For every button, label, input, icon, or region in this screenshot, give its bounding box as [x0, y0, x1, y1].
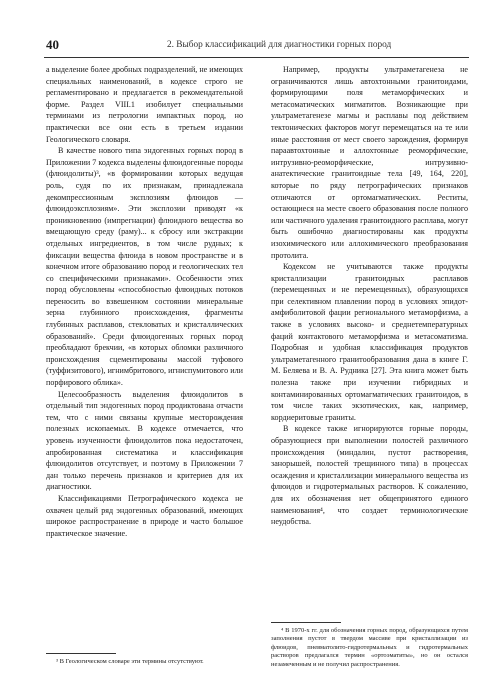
paragraph: Например, продукты ультраметагенеза не ограничиваются лишь автохтонными гранитоидами, формирующими поля метаморфических и метасоматических мигматитов. Возникающие при ультраметагенезе магмы и расплавы под действием тектонических факторов могут перемещаться на те или иные расстояния от мест своего зарождения, формируя параавтохтонные и аллохтонные реоморфические, интрузивно-реоморфические, интрузивно-анатектические гранитоидные тела [49, 164, 220], которые по ряду петрографических признаков отличаются от ортомагматических. Реститы, остающиеся на месте своего образования после полного или частичного удаления гранитоидного расплава, могут быть ошибочно диагностированы как продукты изохимического или аллохимического преобразования протолита. [271, 65, 468, 260]
footnote-body: В Геологическом словаре эти термины отсутствуют. [59, 658, 204, 665]
footnote-divider [46, 653, 116, 654]
footnote-marker: ⁴ [281, 627, 284, 634]
paragraph: Целесообразность выделения флюидолитов в отдельный тип эндогенных пород продиктована отчасти тем, что с ними связаны крупные месторождения полезных ископаемых. В кодексе отмечается, что уровень изученности флюидолитов пока недостаточен, апробированная систематика и классификация флюидолитов отсутствует, и поэтому в Приложении 7 дан только перечень признаков и критериев для их диагностики. [46, 389, 243, 492]
footnote-body: В 1970-х гг. для обозначения горных пород, образующихся путем заполнения пустот в твердом массиве при кристаллизации из флюидов, пневматолито-гидротермальных и гидротермальных растворов предлагался термин «ортоэматиты», но он остался незамеченным и не получил распространения. [271, 627, 469, 668]
left-column [46, 64, 243, 539]
paragraph: В качестве нового типа эндогенных горных пород в Приложении 7 кодекса выделены флюидогенные породы (флюидолиты)³, «в формировании которых ведущая роль, судя по их признакам, принадлежала декомпрессионным эксплозиям флюидов — флюидоэксплозиям». Эти эксплозии приводят «к проникновению (импрегнации) флюидного вещества во вмещающую среду (раму)... к сбросу или экстракции отдельных ингредиентов, в том числе рудных; к фиксации вещества флюида в новом пространстве и в конечном итоге образованию пород и геологических тел со специфическими признаками». Особенности этих пород обусловлены «способностью флюидных потоков переносить во взвешенном состоянии минеральные зерна глубинного происхождения, фрагменты глубинных расплавов, стекловатых и кристаллических образований». Среди флюидогенных горных пород преобладают брекчии, «в которых обломки различного происхождения сцементированы массой туфового (туффизитового), игнимбритового, игниспумитового или порфирового облика». [46, 146, 243, 388]
paragraph: Классификациями Петрографического кодекса не охвачен целый ряд эндогенных образований, имеющих широкое распространение в природе и часто большое практическое значение. [46, 493, 243, 538]
footnote-right [271, 622, 468, 669]
paragraph: Кодексом не учитываются также продукты кристаллизации гранитоидных расплавов (перемещенных и не перемещенных), образующихся при селективном плавлении пород в условиях эпидот-амфиболитовой фации регионального метаморфизма, а также в условиях высоко- и среднетемпературных фаций контактового метаморфизма и метасоматизма. Подробная и удобная классификация продуктов ультраметагенного гранитообразования дана в книге Г. М. Беляева и В. А. Рудника [27]. Эта книга может быть полезна также при изучении гибридных и контаминированных ортомагматических гранитоидов, в том числе таких экзотических, как, например, кордиеритовые граниты. [271, 262, 468, 422]
paragraph: а выделение более дробных подразделений, не имеющих специальных наименований, в кодексе строго не регламентировано и предлагается в рекомендательной форме. Раздел VIII.1 изобилует специальными терминами из петрологии импактных пород, но практически все они есть в третьем издании Геологического словаря. [46, 65, 243, 144]
right-column [271, 64, 468, 528]
running-head: 2. Выбор классификаций для диагностики горных пород [167, 40, 392, 50]
footnote-left [46, 653, 243, 666]
footnote-marker: ³ [56, 658, 58, 665]
header-divider [44, 57, 469, 58]
footnote-divider [271, 622, 341, 623]
footnote-text [271, 627, 468, 669]
paragraph: В кодексе также игнорируются горные породы, образующиеся при выполнении полостей различного происхождения (миндалин, пустот растворения, занорышей, полостей трещинного типа) в процессах осаждения и кристаллизации минерального вещества из флюидов и гидротермальных растворов. К сожалению, для их обозначения нет общепринятого единого наименования⁴, что создает терминологические неудобства. [271, 424, 468, 527]
page-number: 40 [46, 37, 59, 52]
footnote-text [46, 658, 243, 666]
